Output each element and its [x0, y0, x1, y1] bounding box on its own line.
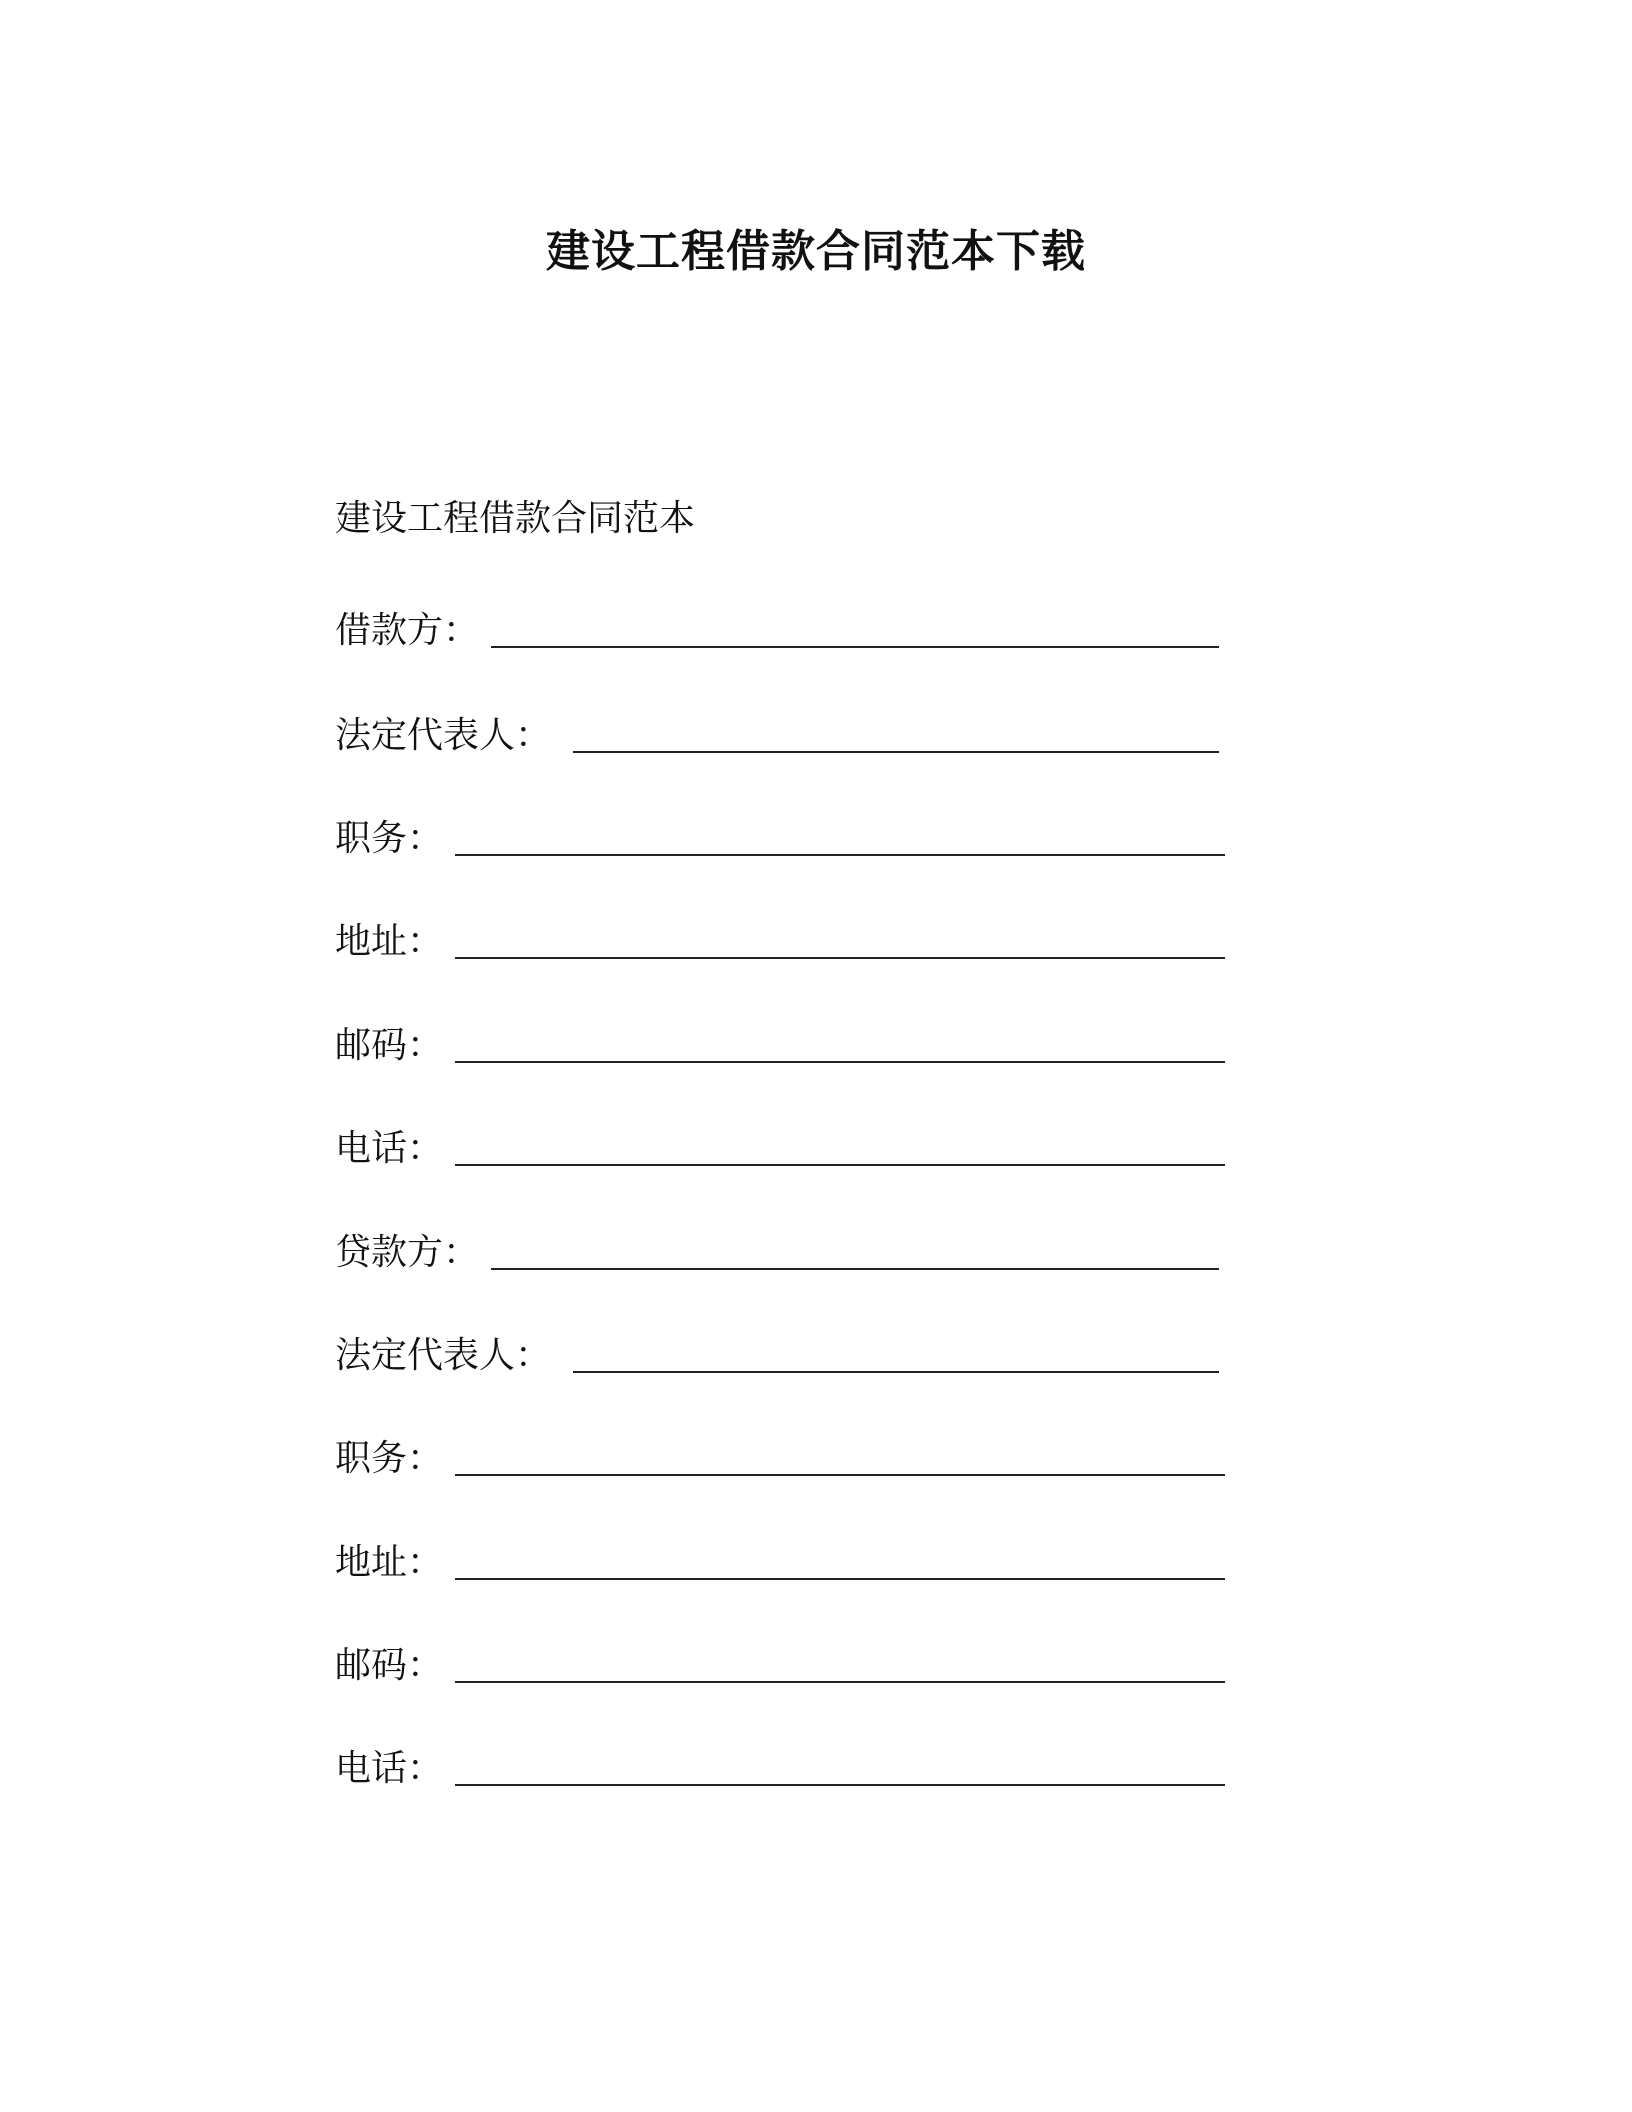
lender-postcode-blank[interactable] — [455, 1681, 1225, 1683]
document-title: 建设工程借款合同范本下载 — [546, 226, 1086, 277]
borrower-postcode-field — [335, 1019, 1225, 1071]
borrower-postcode-blank[interactable] — [455, 1061, 1225, 1063]
borrower-position-field — [335, 812, 1225, 864]
lender-position-blank[interactable] — [455, 1474, 1225, 1476]
lender-phone-label: 电话： — [335, 1748, 444, 1789]
lender-position-label: 职务： — [335, 1438, 444, 1479]
lender-party-label: 贷款方： — [335, 1232, 480, 1273]
lender-postcode-label: 邮码： — [335, 1645, 444, 1686]
borrower-party-label: 借款方： — [335, 610, 480, 651]
lender-party-field — [335, 1226, 1219, 1278]
lender-postcode-field — [335, 1639, 1225, 1691]
borrower-representative-blank[interactable] — [573, 751, 1219, 753]
lender-phone-blank[interactable] — [455, 1784, 1225, 1786]
lender-phone-field — [335, 1742, 1225, 1794]
borrower-phone-blank[interactable] — [455, 1164, 1225, 1166]
borrower-address-field — [335, 915, 1225, 967]
lender-representative-label: 法定代表人： — [335, 1335, 552, 1376]
borrower-postcode-label: 邮码： — [335, 1025, 444, 1066]
borrower-party-field — [335, 604, 1219, 656]
lender-position-field — [335, 1432, 1225, 1484]
borrower-phone-field — [335, 1122, 1225, 1174]
borrower-representative-field — [335, 709, 1219, 761]
lender-address-label: 地址： — [335, 1542, 444, 1583]
borrower-position-label: 职务： — [335, 818, 444, 859]
borrower-position-blank[interactable] — [455, 854, 1225, 856]
borrower-address-label: 地址： — [335, 921, 444, 962]
lender-representative-field — [335, 1329, 1219, 1381]
borrower-party-blank[interactable] — [491, 646, 1219, 648]
lender-representative-blank[interactable] — [573, 1371, 1219, 1373]
lender-address-blank[interactable] — [455, 1578, 1225, 1580]
document-subtitle: 建设工程借款合同范本 — [335, 498, 696, 539]
borrower-phone-label: 电话： — [335, 1128, 444, 1169]
lender-party-blank[interactable] — [491, 1268, 1219, 1270]
borrower-representative-label: 法定代表人： — [335, 715, 552, 756]
lender-address-field — [335, 1536, 1225, 1588]
borrower-address-blank[interactable] — [455, 957, 1225, 959]
